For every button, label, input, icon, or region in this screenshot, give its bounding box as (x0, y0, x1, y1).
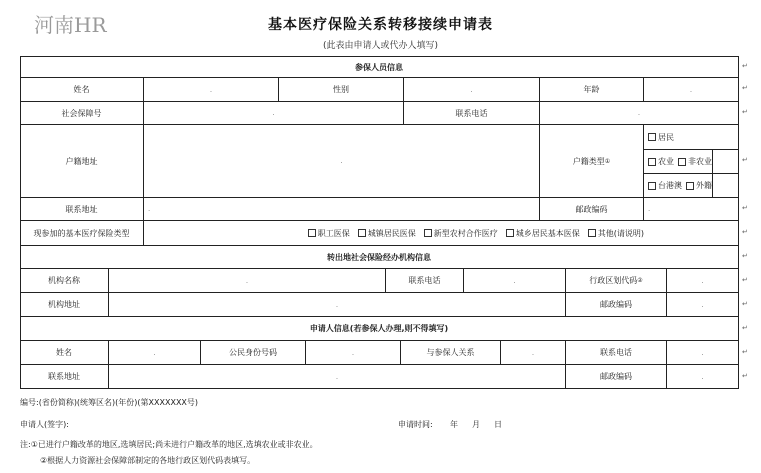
label-relation: 与参保人关系 (426, 348, 475, 357)
option-label: 职工医保 (317, 228, 350, 238)
option-label: 新型农村合作医疗 (433, 228, 498, 238)
input-household-address[interactable] (144, 125, 539, 197)
note-2: ②根据人力资源社会保障部制定的各地行政区划代码表填写。 (40, 456, 256, 465)
checkbox-icon (648, 133, 656, 141)
input-applicant-address[interactable] (109, 365, 565, 388)
input-phone[interactable] (540, 102, 738, 124)
label-org-address: 机构地址 (48, 300, 80, 309)
region-code-text: 行政区划代码 (589, 276, 638, 285)
return-mark: . (272, 109, 275, 117)
label-applicant-postcode: 邮政编码 (600, 372, 632, 381)
label-name: 姓名 (73, 85, 90, 94)
applicant-signature: 申请人(签字): (20, 420, 69, 429)
option-label: 农业 (658, 157, 674, 166)
return-mark: . (470, 85, 473, 94)
day-label: 日 (494, 420, 502, 429)
checkbox-icon (648, 182, 656, 190)
section-header-transfer-out: 转出地社会保险经办机构信息 (327, 252, 431, 262)
input-applicant-name[interactable] (109, 341, 200, 364)
return-mark: . (335, 372, 339, 381)
option-resident[interactable] (644, 125, 738, 149)
option-urban-resident[interactable] (358, 228, 416, 239)
checkbox-icon (588, 229, 596, 237)
form-title: 基本医疗保险关系转移接续申请表 (268, 17, 493, 33)
label-org-phone: 联系电话 (408, 276, 441, 285)
option-employee-insurance[interactable] (308, 228, 350, 239)
label-applicant-name: 姓名 (56, 348, 72, 357)
input-org-name[interactable] (109, 269, 385, 292)
insurance-type-options (144, 221, 738, 245)
input-applicant-postcode[interactable] (667, 365, 738, 388)
return-mark: . (701, 276, 704, 285)
note-1: 注:①已进行户籍改革的地区,选填居民;尚未进行户籍改革的地区,选填农业或非农业。 (20, 440, 318, 449)
return-mark: . (209, 85, 213, 94)
return-mark: . (351, 348, 355, 357)
return-mark: . (245, 276, 249, 285)
option-urban-rural-resident[interactable] (506, 228, 580, 239)
label-org-postcode: 邮政编码 (600, 300, 632, 309)
edge-mark: ↵ (742, 204, 748, 212)
option-label: 台港澳 (658, 181, 682, 190)
checkbox-icon (686, 182, 694, 190)
return-mark: . (340, 157, 343, 165)
option-label: 城镇居民医保 (367, 228, 416, 238)
edge-mark: ↵ (742, 372, 748, 380)
return-mark: . (531, 348, 535, 357)
option-label: 非农业 (688, 157, 712, 166)
return-mark: . (513, 276, 516, 285)
input-org-address[interactable] (109, 293, 565, 316)
edge-mark: ↵ (742, 156, 748, 164)
return-mark: . (701, 300, 704, 309)
label-gender: 性别 (333, 85, 349, 94)
watermark: 河南HR (34, 13, 107, 37)
return-mark: . (701, 372, 704, 381)
option-label: 外籍 (696, 181, 712, 190)
label-phone: 联系电话 (455, 108, 488, 118)
edge-mark: ↵ (742, 276, 748, 284)
label-id-number: 公民身份号码 (229, 348, 277, 357)
label-household-type (540, 125, 643, 197)
input-gender[interactable] (404, 78, 539, 101)
label-org-name: 机构名称 (48, 276, 80, 285)
option-rural-cooperative[interactable] (424, 228, 498, 239)
checkbox-icon (358, 229, 366, 237)
return-mark: . (648, 205, 651, 213)
label-applicant-phone: 联系电话 (600, 348, 632, 357)
label-region-code (566, 269, 666, 292)
input-relation[interactable] (501, 341, 565, 364)
region-code-note: ② (637, 277, 643, 284)
option-other[interactable] (588, 228, 644, 239)
input-ssn[interactable] (144, 102, 403, 124)
form-subtitle: (此表由申请人或代办人填写) (322, 41, 439, 51)
return-mark: . (701, 348, 704, 357)
household-type-note: ① (604, 157, 611, 165)
label-insurance-type: 现参加的基本医疗保险类型 (33, 228, 130, 238)
return-mark: . (335, 300, 339, 309)
option-label: 居民 (658, 132, 674, 142)
return-mark: . (637, 109, 641, 117)
checkbox-icon (308, 229, 316, 237)
label-age: 年龄 (583, 85, 600, 94)
option-agriculture[interactable] (644, 150, 712, 173)
edge-mark: ↵ (742, 62, 748, 70)
section-header-insured: 参保人员信息 (355, 62, 403, 72)
serial-number-line: 编号:(省份简称)(统筹区名)(年份)(第XXXXXXX号) (20, 398, 199, 407)
checkbox-icon (506, 229, 514, 237)
checkbox-icon (678, 158, 686, 166)
return-mark: . (148, 205, 151, 213)
input-region-code[interactable] (667, 269, 738, 292)
edge-mark: ↵ (742, 300, 748, 308)
label-contact-address: 联系地址 (65, 204, 98, 214)
input-contact-address[interactable] (144, 198, 539, 220)
checkbox-icon (424, 229, 432, 237)
input-age[interactable] (644, 78, 738, 101)
household-type-text: 户籍类型 (572, 156, 605, 166)
edge-mark: ↵ (742, 84, 748, 92)
label-applicant-address: 联系地址 (48, 372, 80, 381)
option-label: 其他(请说明) (597, 228, 644, 238)
return-mark: . (153, 348, 156, 357)
label-postcode: 邮政编码 (575, 204, 608, 214)
edge-mark: ↵ (742, 228, 748, 236)
input-applicant-phone[interactable] (667, 341, 738, 364)
option-label: 城乡居民基本医保 (515, 228, 580, 238)
input-org-phone[interactable] (464, 269, 565, 292)
edge-mark: ↵ (742, 108, 748, 116)
label-household-address: 户籍地址 (65, 156, 98, 166)
input-org-postcode[interactable] (667, 293, 738, 316)
input-name[interactable] (144, 78, 278, 101)
return-mark: . (689, 85, 693, 94)
checkbox-icon (648, 158, 656, 166)
input-postcode[interactable] (644, 198, 738, 220)
edge-mark: ↵ (742, 348, 748, 356)
edge-mark: ↵ (742, 252, 748, 260)
label-ssn: 社会保障号 (61, 108, 102, 118)
year-label: 年 (450, 420, 458, 429)
apply-time-label: 申请时间: (398, 420, 433, 429)
month-label: 月 (472, 420, 480, 429)
option-hk-macao-taiwan[interactable] (644, 174, 712, 197)
section-header-applicant: 申请人信息(若参保人办理,则不得填写) (309, 324, 449, 333)
input-id-number[interactable] (306, 341, 400, 364)
edge-mark: ↵ (742, 324, 748, 332)
